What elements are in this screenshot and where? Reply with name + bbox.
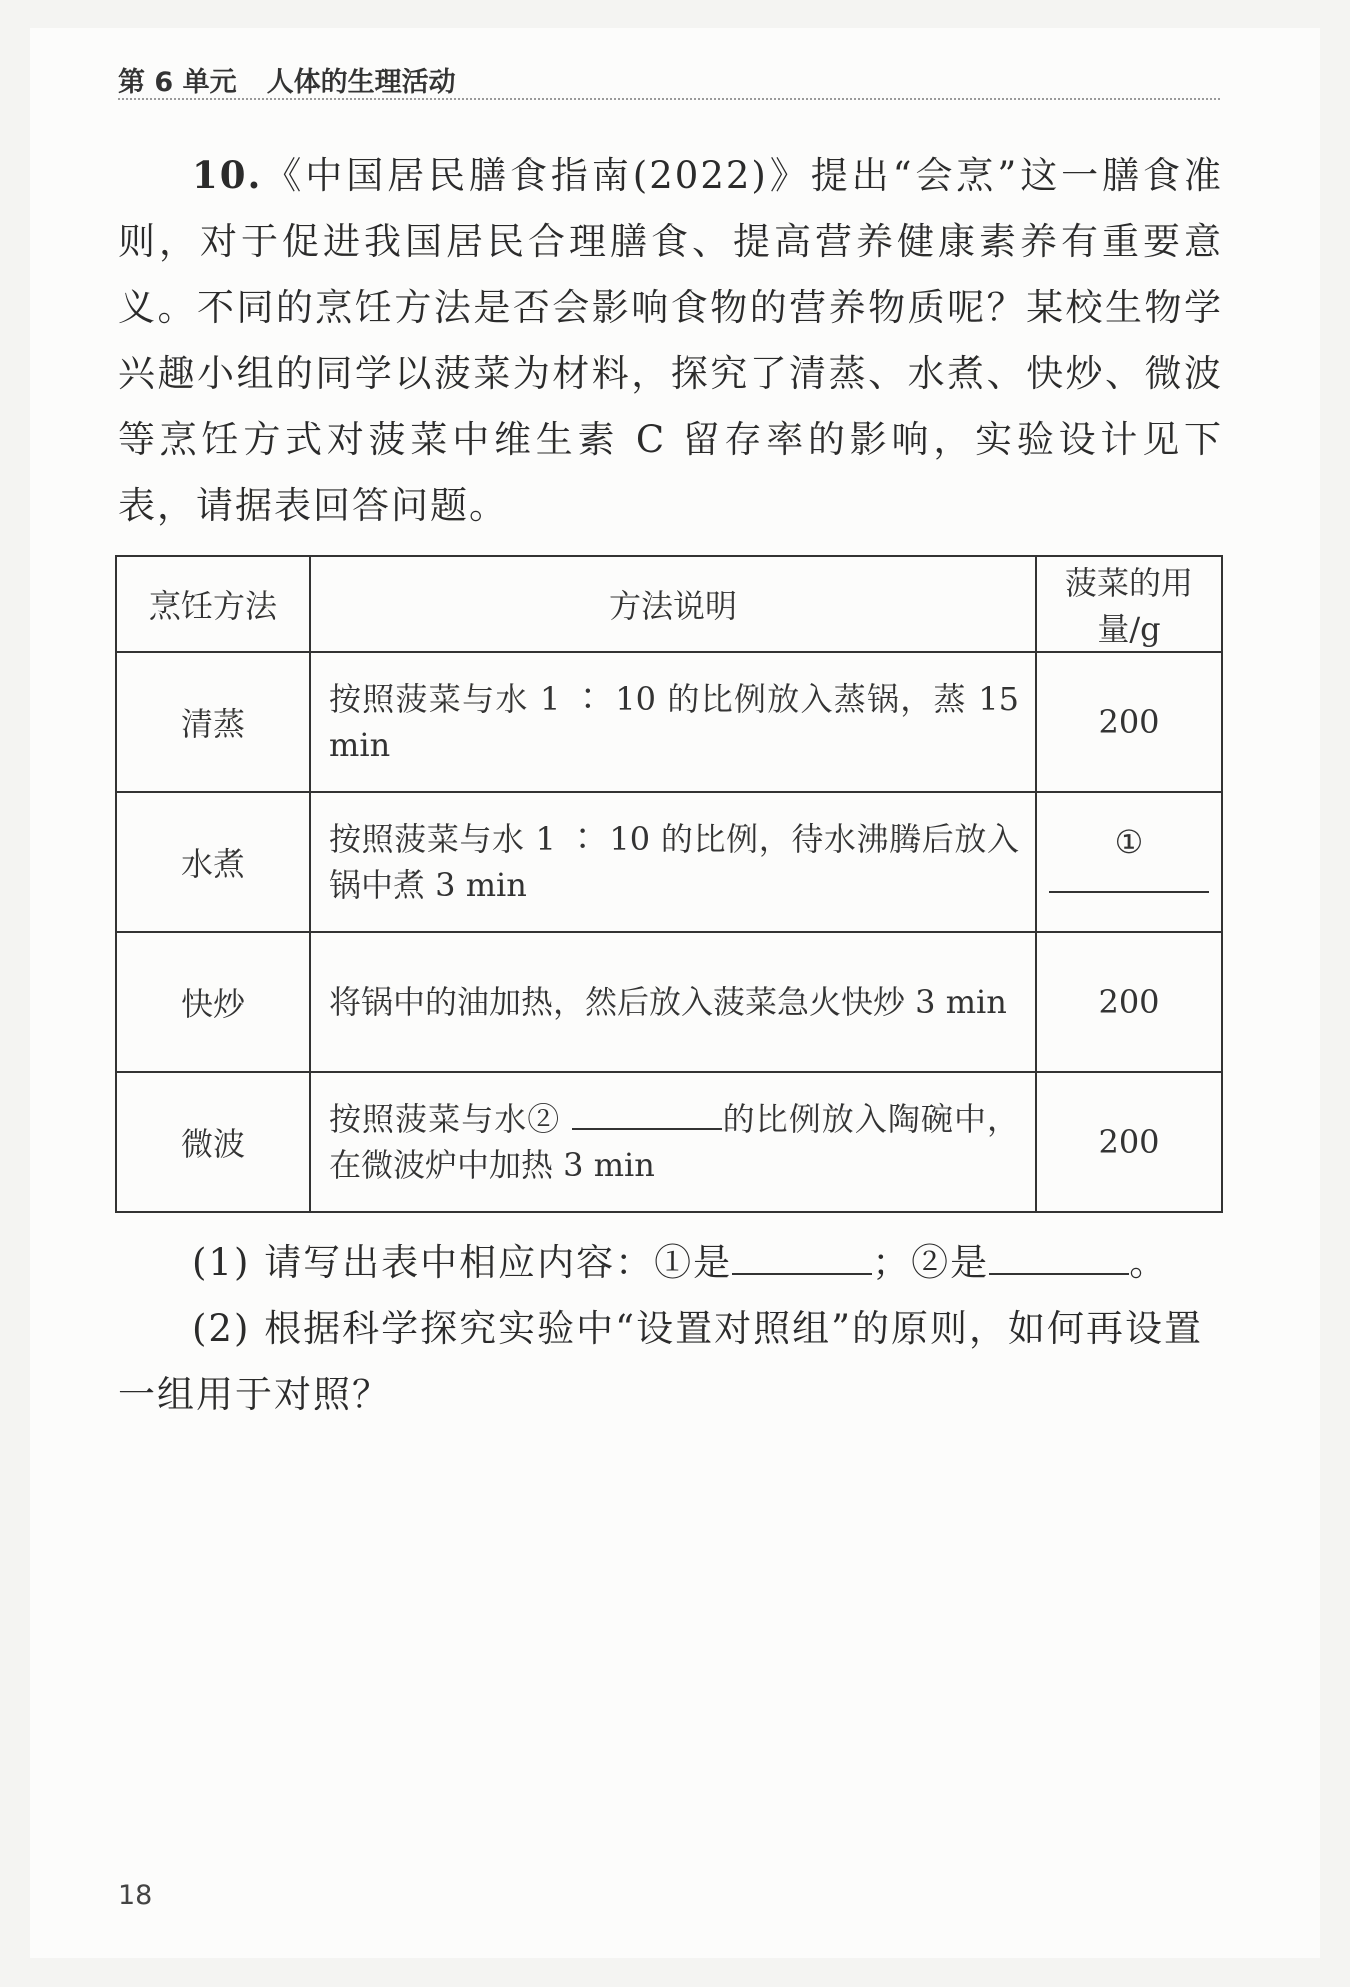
sub-question-text-b: ；②是 — [872, 1241, 990, 1284]
experiment-table — [115, 555, 1223, 1213]
table-row — [116, 932, 1222, 1072]
sub-question-text: 根据科学探究实验中“设置对照组”的原则，如何再设置一组用于对照？ — [118, 1307, 1204, 1416]
cell-method: 快炒 — [116, 932, 310, 1072]
page-header — [118, 60, 456, 99]
cell-amount: 200 — [1036, 1072, 1222, 1212]
desc-part-b: 的比例放入陶碗中，在微波炉中加热 3 min — [329, 1100, 1019, 1184]
table-header-desc: 方法说明 — [310, 556, 1036, 652]
table-row — [116, 1072, 1222, 1212]
question-number: 10. — [192, 153, 263, 197]
sub-question-1 — [118, 1230, 1223, 1296]
answer-blank-1[interactable] — [1049, 861, 1209, 893]
cell-desc: 按照菠菜与水 1 ∶ 10 的比例，待水沸腾后放入锅中煮 3 min — [310, 792, 1036, 932]
table-header-method: 烹饪方法 — [116, 556, 310, 652]
table-row — [116, 792, 1222, 932]
cell-method: 清蒸 — [116, 652, 310, 792]
table-header-row — [116, 556, 1222, 652]
cell-amount: 200 — [1036, 932, 1222, 1072]
cell-method: 水煮 — [116, 792, 310, 932]
sub-question-text-a: 请写出表中相应内容：①是 — [264, 1241, 733, 1284]
table-row — [116, 652, 1222, 792]
answer-line-1[interactable] — [732, 1243, 872, 1275]
answer-blank-2[interactable] — [572, 1098, 722, 1130]
sub-question-label: (2) — [192, 1307, 251, 1350]
unit-label: 第 6 单元 — [118, 67, 237, 98]
header-divider — [118, 98, 1220, 100]
unit-title: 人体的生理活动 — [266, 67, 456, 98]
sub-question-text-c: 。 — [1129, 1241, 1169, 1284]
desc-part-a: 按照菠菜与水② — [329, 1100, 561, 1138]
cell-desc — [310, 1072, 1036, 1212]
cell-amount — [1036, 792, 1222, 932]
page-number: 18 — [118, 1880, 153, 1911]
cell-desc: 按照菠菜与水 1 ∶ 10 的比例放入蒸锅，蒸 15 min — [310, 652, 1036, 792]
sub-question-2 — [118, 1296, 1223, 1428]
question-10 — [118, 142, 1223, 539]
blank-marker-1: ① — [1114, 823, 1144, 861]
cell-method: 微波 — [116, 1072, 310, 1212]
answer-line-2[interactable] — [989, 1243, 1129, 1275]
sub-question-label: (1) — [192, 1241, 251, 1284]
question-text: 《中国居民膳食指南(2022)》提出“会烹”这一膳食准则，对于促进我国居民合理膳食、提高营养健康素养有重要意义。不同的烹饪方法是否会影响食物的营养物质呢？某校生物学兴趣小组的同学以菠菜为材料，探究了清蒸、水煮、快炒、微波等烹饪方式对菠菜中维生素 C 留存率的影响，实验设计见下表，请据表回答问题。 — [118, 154, 1223, 527]
cell-desc: 将锅中的油加热，然后放入菠菜急火快炒 3 min — [310, 932, 1036, 1072]
table-header-amount: 菠菜的用量/g — [1036, 556, 1222, 652]
cell-amount: 200 — [1036, 652, 1222, 792]
